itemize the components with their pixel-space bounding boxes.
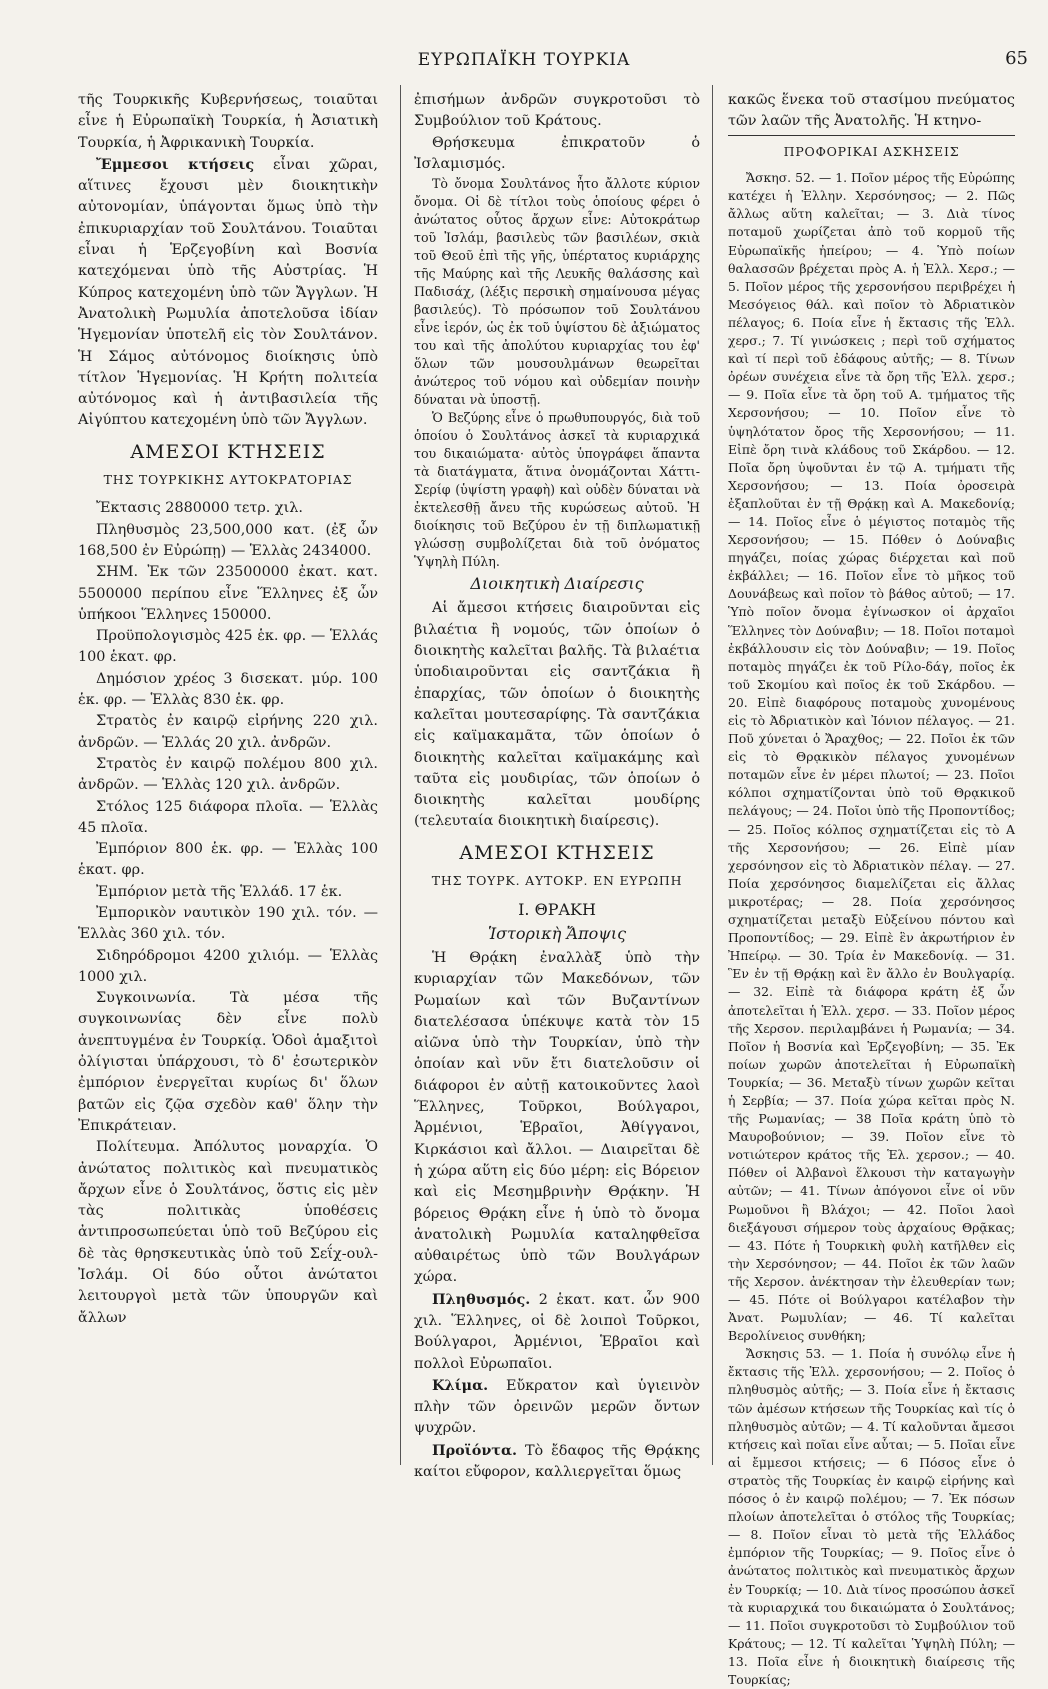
paragraph-text: 2 ἑκατ. κατ. ὧν 900 χιλ. Ἕλληνες, οἱ δὲ λοιποὶ Τοῦρκοι, Βούλγαροι, Ἀρμένιοι, Ἑβραῖοι καὶ πολλοὶ Εὐρωπαῖοι. bbox=[414, 1291, 700, 1372]
section-heading: Διοικητικὴ Διαίρεσις bbox=[470, 574, 644, 594]
section-rule bbox=[728, 135, 1015, 136]
paragraph: κακῶς ἕνεκα τοῦ στασίμου πνεύματος τῶν λαῶν τῆς Ἀνατολῆς. Ἡ κτηνο- bbox=[728, 92, 1015, 130]
paragraph: Συγκοινωνία. Τὰ μέσα τῆς συγκοινωνίας δὲν εἶνε πολὺ ἀνεπτυγμένα ἐν Τουρκίᾳ. Ὁδοὶ ἁμαξιτοὶ ὀλίγισται ὑπάρχουσι, τὸ δ' ἐσωτερικὸν ἐμπόριον ἐνεργεῖται κυρίως δι' ὅλων βατῶν εἰς ζῷα σχεδὸν καθ' ὅλην τὴν Ἐπικράτειαν. bbox=[78, 990, 378, 1134]
term-lead: Ἔμμεσοι κτήσεις bbox=[96, 155, 255, 173]
paragraph bbox=[78, 154, 378, 432]
column-1 bbox=[78, 90, 378, 1329]
stat-line: Στόλος 125 διάφορα πλοῖα. — Ἑλλὰς 45 πλοῖα. bbox=[78, 798, 378, 836]
paragraph: Πολίτευμα. Ἀπόλυτος μοναρχία. Ὁ ἀνώτατος πολιτικὸς καὶ πνευματικὸς ἄρχων εἶνε ὁ Σουλτάνος, ὅστις εἰς μὲν τὰς πολιτικὰς ὑποθέσεις ἀντιπροσωπεύεται ὑπὸ τοῦ Βεζύρου εἰς δὲ τὰς θρησκευτικὰς ὑπὸ τοῦ Σεΐχ-ουλ-Ἰσλάμ. Οἱ δύο οὗτοι ἀνώτατοι λειτουργοὶ μετὰ τῶν ὑπουργῶν καὶ ἄλλων bbox=[78, 1139, 378, 1326]
paragraph: Αἱ ἄμεσοι κτήσεις διαιροῦνται εἰς βιλαέτια ἢ νομούς, τῶν ὁποίων ὁ διοικητὴς καλεῖται βαλῆς. Τὰ βιλαέτια ὑποδιαιροῦνται εἰς σαντζάκια ἢ ἐπαρχίας, τῶν ὁποίων ὁ διοικητὴς καλεῖται μουτεσαρίφης. Τὰ σαντζάκια εἰς καϊμακαμᾶτα, τῶν ὁποίων ὁ διοικητὴς καλεῖται καϊμακάμης καὶ ταῦτα εἰς μουδιρίας, τῶν ὁποίων ὁ διοικητὴς καλεῖται μουδίρης (τελευταία διοικητικὴ διαίρεσις). bbox=[414, 600, 700, 830]
paragraph: Θρήσκευμα ἐπικρατοῦν ὁ Ἰσλαμισμός. bbox=[414, 134, 700, 172]
stat-line: Στρατὸς ἐν καιρῷ εἰρήνης 220 χιλ. ἀνδρῶν. — Ἑλλάς 20 χιλ. ἀνδρῶν. bbox=[78, 713, 378, 751]
running-title: ΕΥΡΩΠΑΪΚΗ ΤΟΥΡΚΙΑ bbox=[417, 50, 631, 70]
paragraph-text: Εὔκρατον καὶ ὑγιεινὸν πλὴν τῶν ὀρεινῶν μερῶν ὄντων ψυχρῶν. bbox=[414, 1377, 700, 1437]
paragraph: ἐπισήμων ἀνδρῶν συγκροτοῦσι τὸ Συμβούλιον τοῦ Κράτους. bbox=[414, 92, 700, 130]
stat-line: Στρατὸς ἐν καιρῷ πολέμου 800 χιλ. ἀνδρῶν. — Ἑλλὰς 120 χιλ. ἀνδρῶν. bbox=[78, 755, 378, 794]
stat-line: Ἐμπορικὸν ναυτικὸν 190 χιλ. τόν. — Ἑλλὰς 360 χιλ. τόν. bbox=[78, 904, 378, 943]
section-subheading: ΤΗΣ ΤΟΥΡΚ. ΑΥΤΟΚΡ. ΕΝ ΕΥΡΩΠΗ bbox=[431, 873, 683, 889]
paragraph-text: Τὸ ἔδαφος τῆς Θρᾴκης καίτοι εὔφορον, καλλιεργεῖται ὅμως bbox=[414, 1442, 701, 1481]
paragraph: Ἡ Θρᾴκη ἐναλλὰξ ὑπὸ τὴν κυριαρχίαν τῶν Μακεδόνων, τῶν Ρωμαίων καὶ τῶν Βυζαντίνων διατελέσασα ὑπέκυψε κατὰ τὸν 15 αἰῶνα ὑπὸ τὴν Τουρκίαν, ὑπὸ τὴν ὁποίαν καὶ νῦν ἔτι διατελοῦσιν οἱ διάφοροι ἐν αὐτῇ κατοικοῦντες λαοὶ Ἕλληνες, Τοῦρκοι, Βούλγαροι, Ἀρμένιοι, Ἑβραῖοι, Ἀθίγγανοι, Κιρκάσιοι καὶ ἄλλοι. — Διαιρεῖται δὲ ἡ χώρα αὕτη εἰς δύο μέρη: εἰς Βόρειον καὶ εἰς Μεσημβρινὴν Θρᾴκην. Ἡ βόρειος Θρᾴκη εἶνε ἡ ὑπὸ τὸ ὄνομα ἀνατολικὴ Ρωμυλία καταληφθεῖσα αὐθαιρέτως ὑπὸ τῶν Βουλγάρων χώρα. bbox=[414, 949, 700, 1286]
section-heading: ΠΡΟΦΟΡΙΚΑΙ ΑΣΚΗΣΕΙΣ bbox=[783, 143, 960, 159]
paragraph bbox=[414, 1440, 700, 1484]
paragraph: τῆς Τουρκικῆς Κυβερνήσεως, τοιαῦται εἶνε ἡ Εὐρωπαϊκὴ Τουρκία, ἡ Ἀσιατικὴ Τουρκία, ἡ Ἀφρικανικὴ Τουρκία. bbox=[78, 92, 378, 151]
paragraph-text: εἶναι χῶραι, αἵτινες ἔχουσι μὲν διοικητικὴν αὐτονομίαν, ὑπάγονται ὅμως ὑπὸ τὴν ἐπικυριαρχίαν τοῦ Σουλτάνου. Τοιαῦται εἶναι ἡ Ἑρζεγοβίνη καὶ Βοσνία κατεχόμεναι ὑπὸ τῆς Αὐστρίας. Ἡ Κύπρος κατεχομένη ὑπὸ τῶν Ἄγγλων. Ἡ Ἀνατολικὴ Ρωμυλία ἀποτελοῦσα ἰδίαν Ἡγεμονίαν ὑποτελῆ εἰς τὸν Σουλτάνον. Ἡ Σάμος αὐτόνομος διοίκησις ὑπὸ τίτλον Ἡγεμονίας. Ἡ Κρήτη πολιτεία αὐτόνομος καὶ ἡ ἀντιβασιλεία τῆς Αἰγύπτου κατεχομένη ὑπὸ τῶν Ἄγγλων. bbox=[78, 156, 378, 429]
stat-line: Προϋπολογισμὸς 425 ἑκ. φρ. — Ἑλλάς 100 ἑκατ. φρ. bbox=[78, 628, 378, 666]
stat-line: Δημόσιον χρέος 3 δισεκατ. μύρ. 100 ἑκ. φρ. — Ἑλλὰς 830 ἑκ. φρ. bbox=[78, 670, 378, 709]
column-divider-2 bbox=[712, 85, 713, 1465]
paragraph: Ὁ Βεζύρης εἶνε ὁ πρωθυπουργός, διὰ τοῦ ὁποίου ὁ Σουλτάνος ἀσκεῖ τὰ κυριαρχικά του δικαιώματα· αὐτὸς ὑπογράφει ἅπαντα τὰ διατάγματα, ἅτινα ὀνομάζονται Χάττι-Σερίφ (ὑψίστη γραφὴ) καὶ οὐδὲν δύναται νὰ ἐκτελεσθῇ ἄνευ τῆς κυρώσεως αὐτοῦ. Ἡ διοίκησις τοῦ Βεζύρου ἐν τῇ διπλωματικῇ γλώσσῃ συμβολίζεται διὰ τοῦ ὀνόματος Ὑψηλὴ Πύλη. bbox=[414, 410, 700, 570]
term-lead: Προϊόντα. bbox=[432, 1441, 518, 1459]
section-subheading: ΤΗΣ ΤΟΥΡΚΙΚΗΣ ΑΥΤΟΚΡΑΤΟΡΙΑΣ bbox=[103, 472, 353, 488]
section-heading: Ἱστορικὴ Ἄποψις bbox=[487, 923, 627, 943]
page-number: 65 bbox=[1005, 48, 1028, 69]
section-heading: ΑΜΕΣΟΙ ΚΤΗΣΕΙΣ bbox=[459, 841, 655, 864]
column-divider-1 bbox=[400, 85, 401, 1465]
section-heading: Ι. ΘΡΑΚΗ bbox=[518, 900, 596, 920]
stat-line: Ἐμπόριον 800 ἑκ. φρ. — Ἑλλὰς 100 ἑκατ. φρ. bbox=[78, 841, 378, 879]
column-3 bbox=[728, 90, 1015, 1689]
stat-line: Σιδηρόδρομοι 4200 χιλιόμ. — Ἑλλὰς 1000 χιλ. bbox=[78, 947, 378, 985]
term-lead: Πληθυσμός. bbox=[432, 1290, 531, 1308]
paragraph: Τὸ ὄνομα Σουλτάνος ἦτο ἄλλοτε κύριον ὄνομα. Οἱ δὲ τίτλοι τοὺς ὁποίους φέρει ὁ ἀνώτατος οὗτος ἄρχων εἶνε: Αὐτοκράτωρ τοῦ Ἰσλάμ, βασιλεὺς τῶν βασιλέων, σκιὰ τοῦ Θεοῦ ἐπὶ τῆς γῆς, ὑπέρτατος κυριάρχης τῆς Μαύρης καὶ τῆς Λευκῆς θαλάσσης καὶ Παδισάχ, (λέξις περσικὴ σημαίνουσα μέγας βασιλεύς). Τὸ πρόσωπον τοῦ Σουλτάνου εἶνε ἱερόν, ὡς ἐκ τοῦ ὑψίστου δὲ ἀξιώματος του καὶ τῆς ἀπολύτου κυριαρχίας του ἐφ' ὅλων τῶν μουσουλμάνων θεωρεῖται ἀνώτερος τοῦ νόμου καὶ οὐδεμίαν ποινὴν δύναται νὰ ὑποστῇ. bbox=[414, 176, 700, 408]
stat-line: Ἔκτασις 2880000 τετρ. χιλ. bbox=[96, 500, 303, 517]
stat-line: ΣΗΜ. Ἐκ τῶν 23500000 ἐκατ. κατ. 5500000 περίπου εἶνε Ἕλληνες ἐξ ὧν ὑπήκοοι Ἕλληνες 150000. bbox=[78, 564, 378, 623]
stat-line: Πληθυσμὸς 23,500,000 κατ. (ἐξ ὧν 168,500 ἐν Εὐρώπῃ) — Ἑλλὰς 2434000. bbox=[78, 521, 378, 559]
exercise-block: Ἄσκησ. 52. — 1. Ποῖον μέρος τῆς Εὐρώπης κατέχει ἡ Ἑλλην. Χερσόνησος; — 2. Πῶς ἄλλως αὕτη καλεῖται; — 3. Διὰ τίνος ποταμοῦ χωρίζεται ἀπὸ τοῦ κορμοῦ τῆς Εὐρωπαϊκῆς ἠπείρου; — 4. Ὑπὸ ποίων θαλασσῶν βρέχεται πρὸς Α. ἡ Ἑλλ. Χερσ.; — 5. Ποῖον μέρος τῆς χερσονήσου περιβρέχει ἡ Μεσόγειος θάλ. καὶ ποῖον τὸ Ἀδριατικὸν πέλαγος; 6. Ποία εἶνε ἡ ἔκτασις τῆς Ἑλλ. χερσ.; 7. Τί γινώσκεις ; περὶ τοῦ σχήματος καὶ τί περὶ τοῦ ἐδάφους αὐτῆς; — 8. Τίνων ὀρέων συνέχεια εἶνε τὰ ὄρη τῆς Ἑλλ. χερσ.; — 9. Ποῖα εἶνε τὰ ὄρη τοῦ Α. τμήματος τῆς Χερσονήσου; — 10. Ποῖον εἶνε τὸ ὑψηλότατον ὄρος τῆς Χερσονήσου; — 11. Εἰπὲ ὄρη τινὰ κλάδους τοῦ Σκάρδου. — 12. Ποῖα ὄρη ὑψοῦνται ἐν τῷ Α. τμήματι τῆς Χερσονήσου; — 13. Ποία ὀροσειρὰ ἐξαπλοῦται ἐν τῇ Θρᾴκῃ καὶ Α. Μακεδονίᾳ; — 14. Ποῖος εἶνε ὁ μέγιστος ποταμὸς τῆς Χερσονήσου; — 15. Πόθεν ὁ Δούναβις πηγάζει, ποίας χώρας διέρχεται καὶ ποῦ ἐκβάλλει; — 16. Ποῖον εἶνε τὸ μῆκος τοῦ Δουνάβεως καὶ ποῖον τὸ βάθος αὐτοῦ; — 17. Ὑπὸ ποῖον ὄνομα ἐγίνωσκον οἱ ἀρχαῖοι Ἕλληνες τὸν Δούναβιν; — 18. Ποῖοι ποταμοὶ ἐκβάλλουσιν εἰς τὸν Δούναβιν; — 19. Ποῖος ποταμὸς πηγάζει ἐκ τοῦ Ρίλο-δάγ, ποῖος ἐκ τοῦ Σκομίου καὶ ποῖος ἐκ τοῦ Σκάρδου. — 20. Εἰπὲ διαφόρους ποταμοὺς χυνομένους εἰς τὸ Ἀδριατικὸν καὶ Ἰόνιον πέλαγος. — 21. Ποῦ χύνεται ὁ Ἄραχθος; — 22. Ποῖοι ἐκ τῶν εἰς τὸ Θρᾳκικὸν πέλαγος χυνομένων ποταμῶν εἶνε ἐν μέρει πλωτοί; — 23. Ποῖοι κόλποι σχηματίζονται ὑπὸ τοῦ Θρᾳκικοῦ πελάγους; — 24. Ποῖοι ὑπὸ τῆς Προποντίδος; — 25. Ποῖος κόλπος σχηματίζεται εἰς τὸ Α τῆς Χερσονήσου; — 26. Εἰπὲ μίαν χερσόνησον εἰς τὸ Ἀδριατικὸν πέλαγ. — 27. Ποία χερσόνησος διαμελίζεται εἰς ἄλλας μικροτέρας; — 28. Ποία χερσόνησος σχηματίζεται μεταξὺ Εὐξείνου πόντου καὶ Προποντίδος; — 29. Εἰπὲ ἓν ἀκρωτήριον ἐν Ἠπείρῳ. — 30. Τρία ἐν Μακεδονίᾳ. — 31. Ἓν ἐν τῇ Θρᾴκῃ καὶ ἓν ἄλλο ἐν Βουλγαρίᾳ. — 32. Εἰπὲ τὰ διάφορα κράτη ἐξ ὧν ἀποτελεῖται ἡ Ἑλλ. χερσ. — 33. Ποῖον μέρος τῆς Χερσον. περιλαμβάνει ἡ Ρωμανία; — 34. Ποῖον ἡ Βοσνία καὶ Ἑρζεγοβίνη; — 35. Ἐκ ποίων χωρῶν ἀποτελεῖται ἡ Εὐρωπαϊκὴ Τουρκία; — 36. Μεταξὺ τίνων χωρῶν κεῖται ἡ Σερβία; — 37. Ποία χώρα κεῖται πρὸς Ν. τῆς Ρωμανίας; — 38 Ποῖα κράτη ὑπὸ τὸ Μαυροβούνιον; — 39. Ποῖον εἶνε τὸ νοτιώτερον κράτος τῆς Ἑλ. χερσον.; — 40. Πόθεν οἱ Ἀλβανοὶ ἕλκουσι τὴν καταγωγὴν αὐτῶν; — 41. Τίνων ἀπόγονοι εἶνε οἱ νῦν Ρωμοῦνοι ἢ Βλάχοι; — 42. Ποῖοι λαοὶ διεξάγουσι σήμερον τοὺς ἀρχαίους Θρᾷκας; — 43. Πότε ἡ Τουρκικὴ φυλὴ κατῆλθεν εἰς τὴν Χερσόνησον; — 44. Ποῖοι ἐκ τῶν λαῶν τῆς Χερσον. ἀνέκτησαν τὴν ἐλευθερίαν των; — 45. Πότε οἱ Βούλγαροι κατέλαβον τὴν Ἀνατ. Ρωμυλίαν; — 46. Τί καλεῖται Βερολίνειος συνθήκη; bbox=[728, 170, 1015, 1344]
running-head bbox=[0, 50, 1048, 74]
exercise-block: Ἄσκησις 53. — 1. Ποία ἡ συνόλῳ εἶνε ἡ ἔκτασις τῆς Ἑλλ. χερσονήσου; — 2. Ποῖος ὁ πληθυσμὸς αὐτῆς; — 3. Ποία εἶνε ἡ ἔκτασις τῶν ἀμέσων κτήσεων τῆς Τουρκίας καὶ τίς ὁ πληθυσμὸς αὐτῶν; — 4. Τί καλοῦνται ἄμεσοι κτήσεις καὶ ποῖαι εἶνε αὗται; — 5. Ποῖαι εἶνε αἱ ἔμμεσοι κτήσεις; — 6 Πόσος εἶνε ὁ στρατὸς τῆς Τουρκίας ἐν καιρῷ εἰρήνης καὶ πόσος ὁ ἐν καιρῷ πολέμου; — 7. Ἐκ πόσων πλοίων ἀποτελεῖται ὁ στόλος τῆς Τουρκίας; — 8. Ποῖον εἶναι τὸ μετὰ τῆς Ἑλλάδος ἐμπόριον τῆς Τουρκίας; — 9. Ποῖος εἶνε ὁ ἀνώτατος πολιτικὸς καὶ πνευματικὸς ἄρχων ἐν Τουρκίᾳ; — 10. Διὰ τίνος προσώπου ἀσκεῖ τὰ κυριαρχικά του δικαιώματα ὁ Σουλτάνος; — 11. Ποῖοι συγκροτοῦσι τὸ Συμβούλιον τοῦ Κράτους; — 12. Τί καλεῖται Ὑψηλὴ Πύλη; — 13. Ποῖα εἶνε ἡ διοικητικὴ διαίρεσις τῆς Τουρκίας; bbox=[728, 1346, 1015, 1687]
term-lead: Κλίμα. bbox=[432, 1376, 489, 1394]
stat-line: Ἐμπόριον μετὰ τῆς Ἑλλάδ. 17 ἑκ. bbox=[96, 883, 343, 900]
paragraph bbox=[414, 1289, 700, 1375]
section-heading: ΑΜΕΣΟΙ ΚΤΗΣΕΙΣ bbox=[130, 440, 326, 463]
column-2 bbox=[414, 90, 700, 1483]
paragraph bbox=[414, 1375, 700, 1440]
